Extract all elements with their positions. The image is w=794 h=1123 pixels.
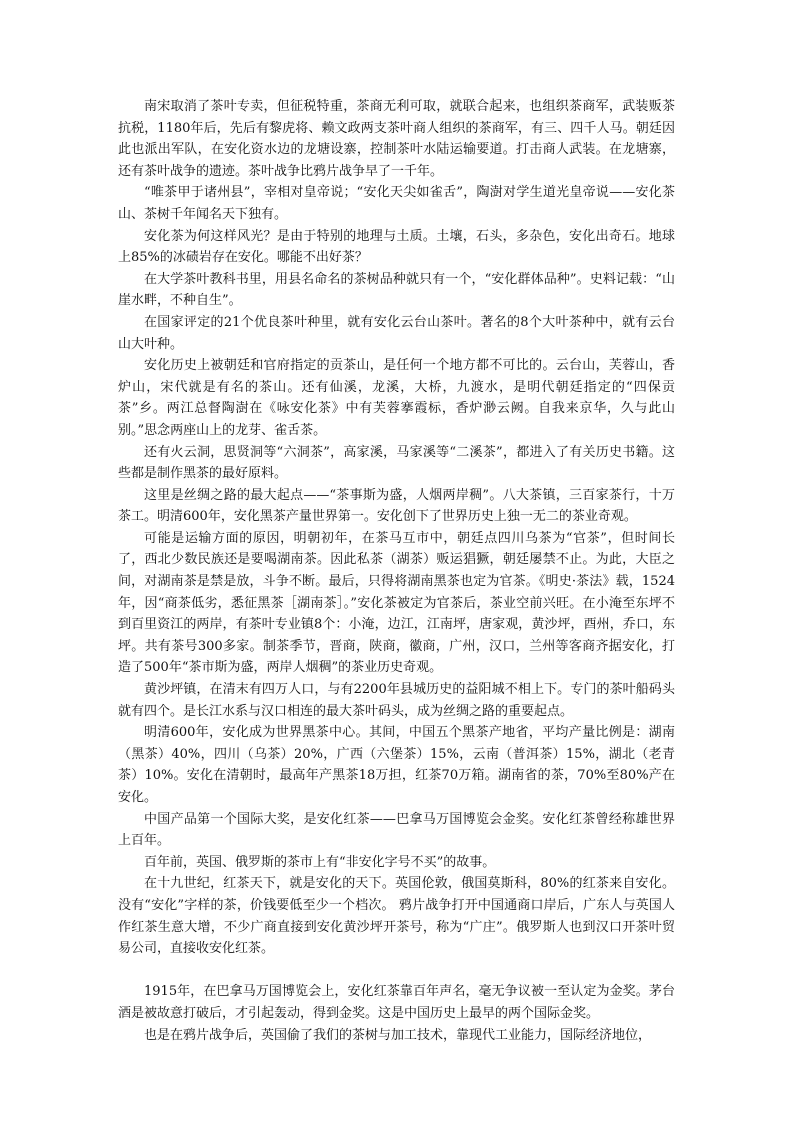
paragraph: 南宋取消了茶叶专卖，但征税特重，茶商无利可取，就联合起来，也组织茶商军，武装贩茶抗税，1180年后，先后有黎虎将、赖文政两支茶叶商人组织的茶商军，有三、四千人马。朝廷因此也派出军队，在安化资水边的龙塘设寨，控制茶叶水陆运输要道。打击商人武装。在龙塘寨，还有茶叶战争的遗迹。茶叶战争比鸦片战争早了一千年。 — [118, 99, 675, 179]
paragraph: “唯茶甲于诸州县”，宰相对皇帝说；“安化天尖如雀舌”，陶澍对学生道光皇帝说——安化茶山、茶树千年闻名天下独有。 — [118, 185, 675, 222]
paragraph: 明清600年，安化成为世界黑茶中心。其间，中国五个黑茶产地省，平均产量比例是：湖南（黑茶）40%，四川（乌茶）20%，广西（六堡茶）15%，云南（普洱茶）15%，湖北（老青茶）10%。安化在清朝时，最高年产黑茶18万担，红茶70万箱。湖南省的茶，70%至80%产在安化。 — [118, 725, 675, 805]
paragraph: 也是在鸦片战争后，英国偷了我们的茶树与加工技术，靠现代工业能力，国际经济地位， — [144, 1027, 652, 1043]
paragraph: 在国家评定的21个优良茶叶种里，就有安化云台山茶叶。著名的8个大叶茶种中，就有云台山大叶种。 — [118, 314, 675, 352]
paragraph: 1915年，在巴拿马万国博览会上，安化红茶靠百年声名，毫无争议被一至认定为金奖。茅台酒是被故意打破后，才引起轰动，得到金奖。这是中国历史上最早的两个国际金奖。 — [118, 984, 675, 1021]
paragraph: 百年前，英国、俄罗斯的茶市上有“非安化字号不买”的故事。 — [144, 854, 496, 870]
paragraph: 在大学茶叶教科书里，用县名命名的茶树品种就只有一个，“安化群体品种”。史料记载：“山崖水畔，不种自生”。 — [118, 271, 675, 309]
paragraph: 中国产品第一个国际大奖，是安化红茶——巴拿马万国博览会金奖。安化红茶曾经称雄世界上百年。 — [118, 811, 675, 849]
paragraph: 黄沙坪镇，在清末有四万人口，与有2200年县城历史的益阳城不相上下。专门的茶叶船码头就有四个。是长江水系与汉口相连的最大茶叶码头，成为丝绸之路的重要起点。 — [118, 682, 675, 719]
paragraph: 安化历史上被朝廷和官府指定的贡茶山，是任何一个地方都不可比的。云台山，芙蓉山，香炉山，宋代就是有名的茶山。还有仙溪，龙溪，大桥，九渡水，是明代朝廷指定的“四保贡茶”乡。两江总督陶澍在《咏安化茶》中有芙蓉搴霞标，香炉渺云阙。自我来京华，久与此山别。”思念两座山上的龙芽、雀舌茶。 — [118, 358, 675, 438]
paragraph: 还有火云洞，思贤洞等“六洞茶”，高家溪，马家溪等“二溪茶”，都进入了有关历史书籍。这些都是制作黑茶的最好原料。 — [118, 444, 675, 482]
paragraph: 可能是运输方面的原因，明朝初年，在茶马互市中，朝廷点四川乌茶为“官茶”，但时间长了，西北少数民族还是要喝湖南茶。因此私茶（湖茶）贩运猖獗，朝廷屡禁不止。为此，大臣之间，对湖南茶是禁是放，斗争不断。最后，只得将湖南黑茶也定为官茶。《明史·茶法》载，1524年，因“商茶低劣，悉征黑茶［湖南茶］。”安化茶被定为官茶后，茶业空前兴旺。在小淹至东坪不到百里资江的两岸，有茶叶专业镇8个：小淹，边江，江南坪，唐家观，黄沙坪，酉州，乔口，东坪。共有茶号300多家。制茶季节，晋商，陕商，徽商，广州，汉口，兰州等客商齐据安化，打造了500年“茶市斯为盛，两岸人烟稠”的茶业历史奇观。 — [118, 530, 675, 676]
paragraph: 在十九世纪，红茶天下，就是安化的天下。英国伦敦，俄国莫斯科，80%的红茶来自安化。没有“安化”字样的茶，价钱要低至少一个档次。 鸦片战争打开中国通商口岸后，广东人与英国人作红茶生意大增，不少广商直接到安化黄沙坪开茶号，称为“广庄”。俄罗斯人也到汉口开茶叶贸易公司，直接收安化红茶。 — [118, 876, 675, 957]
paragraph: 这里是丝绸之路的最大起点——“茶事斯为盛，人烟两岸稠”。八大茶镇，三百家茶行，十万茶工。明清600年，安化黑茶产量世界第一。安化创下了世界历史上独一无二的茶业奇观。 — [118, 487, 675, 525]
paragraph: 安化茶为何这样风光？是由于特别的地理与土质。土壤，石头，多杂色，安化出奇石。地球上85%的冰碛岩存在安化。哪能不出好茶？ — [118, 228, 675, 266]
article-body — [118, 96, 675, 1046]
